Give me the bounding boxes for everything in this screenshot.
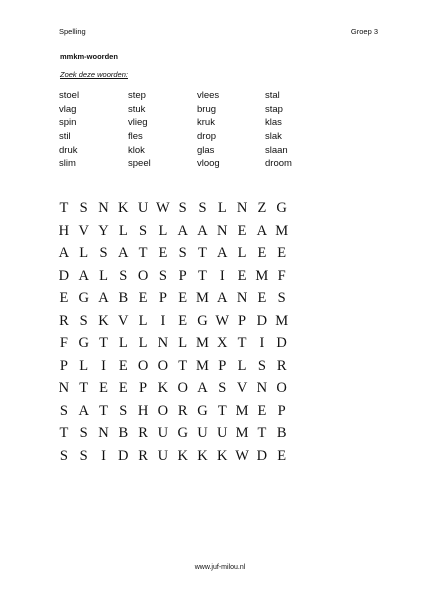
grid-letter: E: [59, 290, 69, 306]
grid-letter: N: [236, 290, 248, 306]
grid-letter: I: [101, 357, 106, 374]
grid-letter: L: [237, 357, 247, 374]
grid-letter: U: [157, 447, 169, 464]
grid-letter: O: [137, 357, 149, 374]
grid-letter: L: [237, 245, 247, 261]
grid-letter: M: [235, 425, 249, 441]
grid-letter: T: [59, 200, 69, 216]
grid-letter: E: [257, 245, 267, 261]
grid-letter: E: [277, 447, 287, 464]
grid-letter: X: [217, 335, 228, 351]
grid-letter: A: [197, 222, 208, 239]
word-item: vlag: [59, 103, 77, 115]
word-item: kruk: [197, 117, 215, 129]
grid-letter: M: [196, 335, 209, 351]
word-item: druk: [59, 144, 78, 156]
grid-letter: S: [218, 380, 227, 396]
grid-letter: M: [196, 290, 209, 306]
grid-letter: W: [235, 447, 249, 464]
grid-letter: K: [197, 447, 208, 464]
grid-letter: B: [118, 290, 129, 306]
grid-letter: O: [137, 267, 149, 284]
grid-letter: S: [257, 357, 266, 374]
header-grade: Groep 3: [350, 27, 378, 36]
word-item: drop: [197, 131, 217, 143]
grid-letter: I: [219, 267, 225, 284]
word-item: step: [128, 90, 146, 101]
grid-letter: R: [138, 425, 148, 441]
grid-letter: Z: [257, 200, 267, 216]
grid-letter: R: [276, 357, 287, 374]
grid-letter: A: [197, 380, 208, 396]
grid-letter: K: [157, 380, 169, 396]
word-item: stil: [59, 131, 71, 143]
word-item: slim: [59, 158, 76, 170]
grid-letter: V: [118, 312, 129, 329]
grid-letter: A: [118, 245, 129, 261]
grid-letter: B: [118, 425, 129, 441]
grid-letter: T: [198, 267, 207, 284]
grid-letter: H: [58, 222, 70, 239]
grid-letter: S: [119, 402, 128, 419]
grid-letter: E: [158, 245, 168, 261]
grid-letter: M: [275, 222, 289, 239]
grid-letter: N: [58, 380, 70, 396]
grid-letter: K: [118, 200, 129, 216]
grid-letter: P: [139, 380, 148, 396]
grid-letter: T: [99, 335, 108, 351]
grid-letter: I: [259, 335, 265, 351]
word-item: vlieg: [128, 117, 148, 129]
grid-letter: T: [59, 425, 69, 441]
word-item: slak: [265, 131, 282, 143]
grid-letter: A: [256, 222, 268, 239]
grid-letter: G: [197, 402, 208, 419]
grid-letter: N: [256, 380, 268, 396]
grid-letter: K: [217, 447, 228, 464]
grid-letter: M: [275, 312, 289, 329]
grid-letter: M: [255, 267, 269, 284]
grid-letter: P: [59, 357, 68, 374]
grid-letter: E: [257, 402, 267, 419]
grid-letter: P: [158, 290, 167, 306]
grid-letter: G: [78, 290, 89, 306]
grid-letter: S: [79, 447, 88, 464]
grid-letter: F: [277, 267, 286, 284]
word-item: vlees: [197, 90, 220, 101]
grid-letter: L: [118, 335, 128, 351]
grid-letter: E: [277, 245, 287, 261]
grid-letter: V: [236, 380, 248, 396]
grid-letter: S: [178, 200, 187, 216]
grid-letter: P: [218, 357, 227, 374]
grid-letter: L: [138, 312, 148, 329]
header-subject: Spelling: [59, 27, 86, 36]
instruction-text: Zoek deze woorden:: [60, 70, 128, 79]
word-item: stal: [265, 90, 280, 101]
grid-letter: L: [217, 200, 227, 216]
word-item: stap: [265, 103, 283, 115]
grid-letter: B: [276, 425, 287, 441]
grid-letter: E: [237, 267, 247, 284]
grid-letter: S: [119, 267, 128, 284]
grid-letter: L: [138, 335, 148, 351]
grid-letter: W: [156, 200, 170, 216]
grid-letter: D: [256, 312, 268, 329]
word-item: klas: [265, 117, 282, 129]
grid-letter: A: [98, 290, 109, 306]
grid-letter: G: [197, 312, 208, 329]
grid-letter: R: [177, 402, 188, 419]
grid-letter: E: [118, 380, 128, 396]
grid-letter: S: [198, 200, 207, 216]
grid-letter: U: [197, 425, 208, 441]
grid-letter: F: [59, 335, 68, 351]
grid-letter: N: [98, 200, 109, 216]
grid-letter: K: [98, 312, 109, 329]
grid-letter: M: [235, 402, 249, 419]
grid-letter: S: [79, 200, 88, 216]
grid-letter: O: [157, 357, 169, 374]
grid-letter: S: [277, 290, 286, 306]
grid-letter: G: [276, 200, 287, 216]
grid-letter: R: [59, 312, 69, 329]
grid-letter: E: [178, 312, 188, 329]
grid-letter: A: [58, 245, 70, 261]
word-item: slaan: [265, 144, 288, 156]
grid-letter: L: [99, 267, 108, 284]
grid-letter: A: [217, 290, 228, 306]
grid-letter: O: [276, 380, 287, 396]
grid-letter: E: [178, 290, 188, 306]
worksheet-title: mmkm-woorden: [60, 52, 118, 61]
grid-letter: T: [198, 245, 207, 261]
grid-letter: E: [237, 222, 247, 239]
grid-letter: S: [139, 222, 148, 239]
word-item: stuk: [128, 103, 146, 115]
grid-letter: S: [178, 245, 187, 261]
grid-letter: O: [157, 402, 169, 419]
grid-letter: E: [118, 357, 128, 374]
grid-letter: L: [158, 222, 168, 239]
grid-letter: D: [256, 447, 268, 464]
grid-letter: S: [79, 425, 88, 441]
grid-letter: A: [177, 222, 188, 239]
grid-letter: G: [78, 335, 89, 351]
grid-letter: T: [138, 245, 148, 261]
word-item: speel: [128, 158, 151, 170]
grid-letter: N: [157, 335, 169, 351]
grid-letter: H: [137, 402, 149, 419]
grid-letter: L: [79, 357, 89, 374]
grid-letter: L: [79, 245, 89, 261]
grid-letter: I: [160, 312, 166, 329]
grid-letter: V: [78, 222, 89, 239]
grid-letter: L: [118, 222, 128, 239]
grid-letter: I: [101, 447, 106, 464]
grid-letter: G: [177, 425, 188, 441]
grid-letter: O: [177, 380, 188, 396]
grid-letter: A: [217, 245, 228, 261]
grid-letter: T: [237, 335, 247, 351]
word-list: [59, 89, 335, 171]
word-item: droom: [265, 158, 292, 170]
grid-letter: U: [217, 425, 228, 441]
grid-letter: S: [59, 402, 68, 419]
grid-letter: S: [99, 245, 108, 261]
grid-letter: T: [257, 425, 267, 441]
grid-letter: T: [79, 380, 89, 396]
footer-url: www.juf-milou.nl: [194, 564, 246, 571]
grid-letter: R: [138, 447, 148, 464]
grid-letter: T: [217, 402, 227, 419]
grid-letter: S: [158, 267, 167, 284]
word-item: stoel: [59, 90, 80, 101]
grid-letter: D: [58, 267, 70, 284]
grid-letter: S: [79, 312, 88, 329]
grid-letter: P: [178, 267, 187, 284]
grid-letter: N: [236, 200, 248, 216]
grid-letter: M: [196, 357, 209, 374]
grid-letter: D: [276, 335, 287, 351]
grid-letter: T: [99, 402, 108, 419]
grid-letter: W: [215, 312, 230, 329]
word-item: fles: [128, 131, 143, 143]
grid-letter: P: [238, 312, 247, 329]
grid-letter: A: [78, 267, 89, 284]
grid-letter: N: [217, 222, 228, 239]
grid-letter: E: [99, 380, 108, 396]
grid-letter: P: [277, 402, 286, 419]
word-item: vloog: [197, 158, 220, 170]
grid-letter: T: [178, 357, 188, 374]
grid-letter: D: [118, 447, 129, 464]
grid-letter: E: [138, 290, 148, 306]
grid-letter: U: [157, 425, 169, 441]
word-item: glas: [197, 144, 215, 156]
grid-letter: E: [257, 290, 267, 306]
word-search-grid: [54, 197, 292, 467]
grid-letter: N: [98, 425, 109, 441]
grid-letter: U: [137, 200, 149, 216]
word-item: klok: [128, 144, 145, 156]
grid-letter: K: [177, 447, 188, 464]
grid-letter: A: [78, 402, 89, 419]
grid-letter: L: [178, 335, 188, 351]
word-item: spin: [59, 117, 77, 129]
word-item: brug: [197, 103, 217, 115]
grid-letter: Y: [98, 222, 109, 239]
grid-letter: S: [59, 447, 68, 464]
